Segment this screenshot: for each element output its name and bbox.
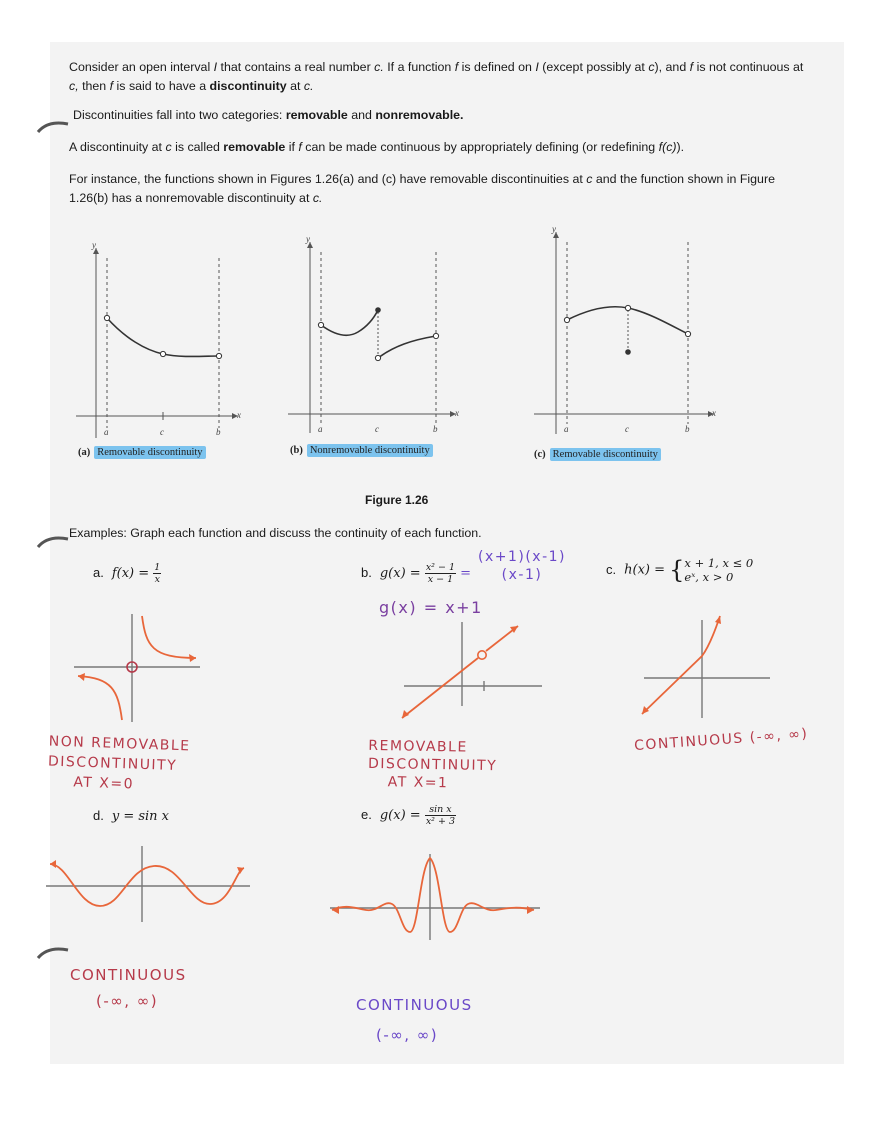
tick-label-a: a [104, 427, 109, 437]
tick-label-a: a [318, 424, 323, 434]
graph-e-sketch [326, 848, 546, 943]
punch-mark [34, 118, 74, 148]
answer-c: CONTINUOUS (-∞, ∞) [633, 725, 809, 755]
graph-c-sketch [634, 610, 774, 722]
answer-e: CONTINUOUS (-∞, ∞) [356, 996, 473, 1044]
x-axis-label: x [712, 408, 716, 418]
tick-label-c: c [375, 424, 379, 434]
graph-b-sketch [396, 618, 546, 723]
answer-a: NON REMOVABLE DISCONTINUITY AT X=0 [47, 733, 191, 793]
intro-paragraph-2: Discontinuities fall into two categories: removable and nonremovable. [73, 108, 464, 122]
example-e: e. g(x) = $\frac{\text{sin x}}{\text{x² + 3}}$ [361, 804, 456, 827]
x-axis-label: x [455, 408, 459, 418]
example-b-equals: = [460, 566, 472, 581]
example-b-factored: (x+1)(x-1) (x-1) [478, 549, 567, 583]
punch-mark [34, 944, 74, 974]
figure-b-graph [284, 228, 464, 438]
example-c: c. h(x) = { x + 1, x ≤ 0 eˣ, x > 0 [606, 556, 754, 584]
x-axis-label: x [237, 410, 241, 420]
tick-label-b: b [685, 424, 690, 434]
tick-label-b: b [216, 427, 221, 437]
tick-label-c: c [160, 427, 164, 437]
intro-paragraph-3: A discontinuity at c is called removable if f can be made continuous by appropriately defining (or redefining f(c)). [69, 140, 685, 154]
figure-title: Figure 1.26 [365, 493, 429, 507]
example-a: a. f(x) = $\frac{1}{x}$ [93, 562, 161, 585]
answer-d: CONTINUOUS (-∞, ∞) [70, 966, 187, 1010]
example-b: b. g(x) = $\frac{\text{x² − 1}}{x - 1}$ = [361, 562, 472, 585]
graph-d-sketch [44, 842, 254, 926]
tick-label-c: c [625, 424, 629, 434]
y-axis-label: y [306, 234, 310, 244]
figure-c-graph [532, 218, 722, 440]
example-b-simplified: g(x) = x+1 [379, 598, 483, 617]
figure-a-caption: (a) Removable discontinuity [78, 447, 206, 458]
y-axis-label: y [552, 224, 556, 234]
intro-paragraph-4: For instance, the functions shown in Figures 1.26(a) and (c) have removable discontinuities at c and the function shown in Figure 1.26(b) has a nonremovable discontinuity at c. [69, 172, 775, 205]
figure-c-caption: (c) Removable discontinuity [534, 449, 661, 460]
y-axis-label: y [92, 240, 96, 250]
figure-a-graph [70, 238, 250, 443]
tick-label-b: b [433, 424, 438, 434]
graph-a-sketch [72, 610, 207, 730]
answer-b: REMOVABLE DISCONTINUITY AT X=1 [367, 737, 498, 792]
tick-label-a: a [564, 424, 569, 434]
example-d: d. y = sin x [93, 808, 170, 824]
examples-heading: Examples: Graph each function and discuss the continuity of each function. [69, 526, 482, 540]
intro-paragraph-1: Consider an open interval I that contains a real number c. If a function f is defined on I (except possibly at c), and f is not continuous at c, then f is said to have a discontinuity at c. [69, 60, 804, 93]
figure-b-caption: (b) Nonremovable discontinuity [290, 445, 433, 456]
punch-mark [34, 533, 74, 563]
